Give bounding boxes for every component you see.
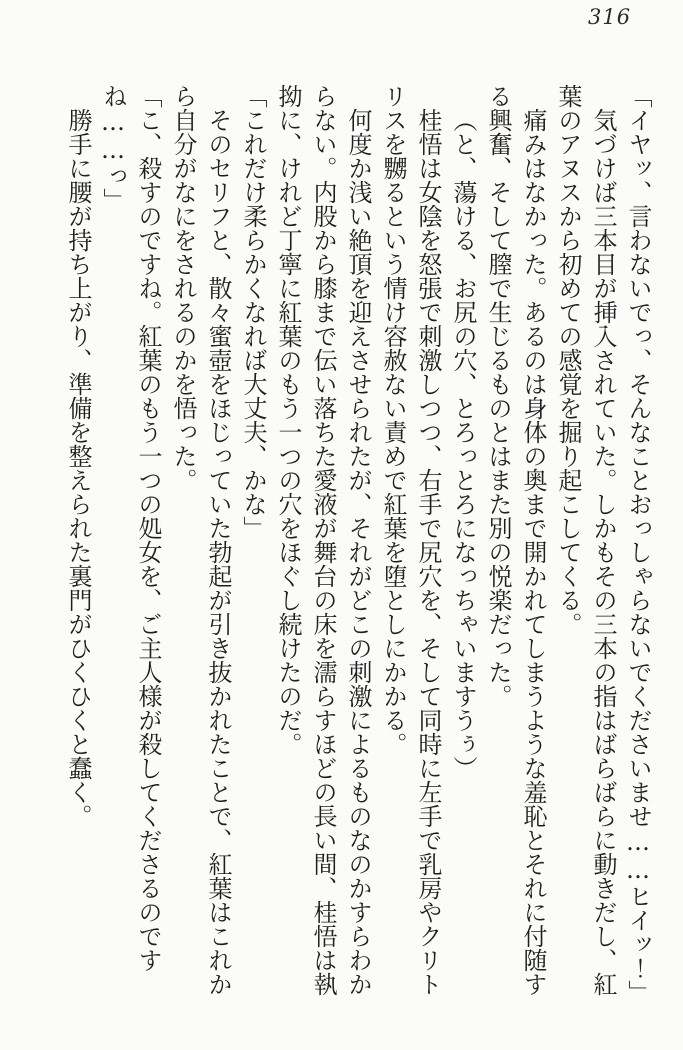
page-number: 316 — [588, 5, 632, 29]
paragraph: 桂悟は女陰を怒張で刺激しつつ、右手で尻穴を、そして同時に左手で乳房やクリトリスを嬲るという情け容赦ない責めで紅葉を堕としにかかる。 — [379, 84, 442, 996]
paragraph: 何度か浅い絶頂を迎えさせられたが、それがどこの刺激によるものなのかすらわからない。内股から膝まで伝い落ちた愛液が舞台の床を濡らすほどの長い間、桂悟は執拗に、けれど丁寧に紅葉のもう一つの穴をほぐし続けたのだ。 — [274, 84, 372, 996]
body-text — [60, 84, 655, 1004]
paragraph: （と、蕩ける、お尻の穴、とろっとろになっちゃいますうぅ） — [449, 108, 477, 780]
paragraph: 痛みはなかった。あるのは身体の奥まで開かれてしまうような羞恥とそれに付随する興奮、そして膣で生じるものとはまた別の悦楽だった。 — [484, 84, 547, 996]
paragraph: 勝手に腰が持ち上がり、準備を整えられた裏門がひくひくと蠢く。 — [64, 108, 92, 828]
paragraph: そのセリフと、散々蜜壺をほじっていた勃起が引き抜かれたことで、紅葉はこれから自分がなにをされるのかを悟った。 — [169, 84, 232, 996]
paragraph: 気づけば三本目が挿入されていた。しかもその三本の指はばらばらに動きだし、紅葉のアヌスから初めての感覚を掘り起こしてくる。 — [554, 84, 617, 996]
paragraph: 「これだけ柔らかくなれば大丈夫、かな」 — [239, 84, 267, 540]
paragraph: 「イヤッ、言わないでっ、そんなことおっしゃらないでくださいませ……ヒイッ！」 — [624, 84, 652, 1004]
paragraph: 「こ、殺すのですね。紅葉のもう一つの処女を、ご主人様が殺してくださるのですね……っ」 — [99, 84, 162, 972]
